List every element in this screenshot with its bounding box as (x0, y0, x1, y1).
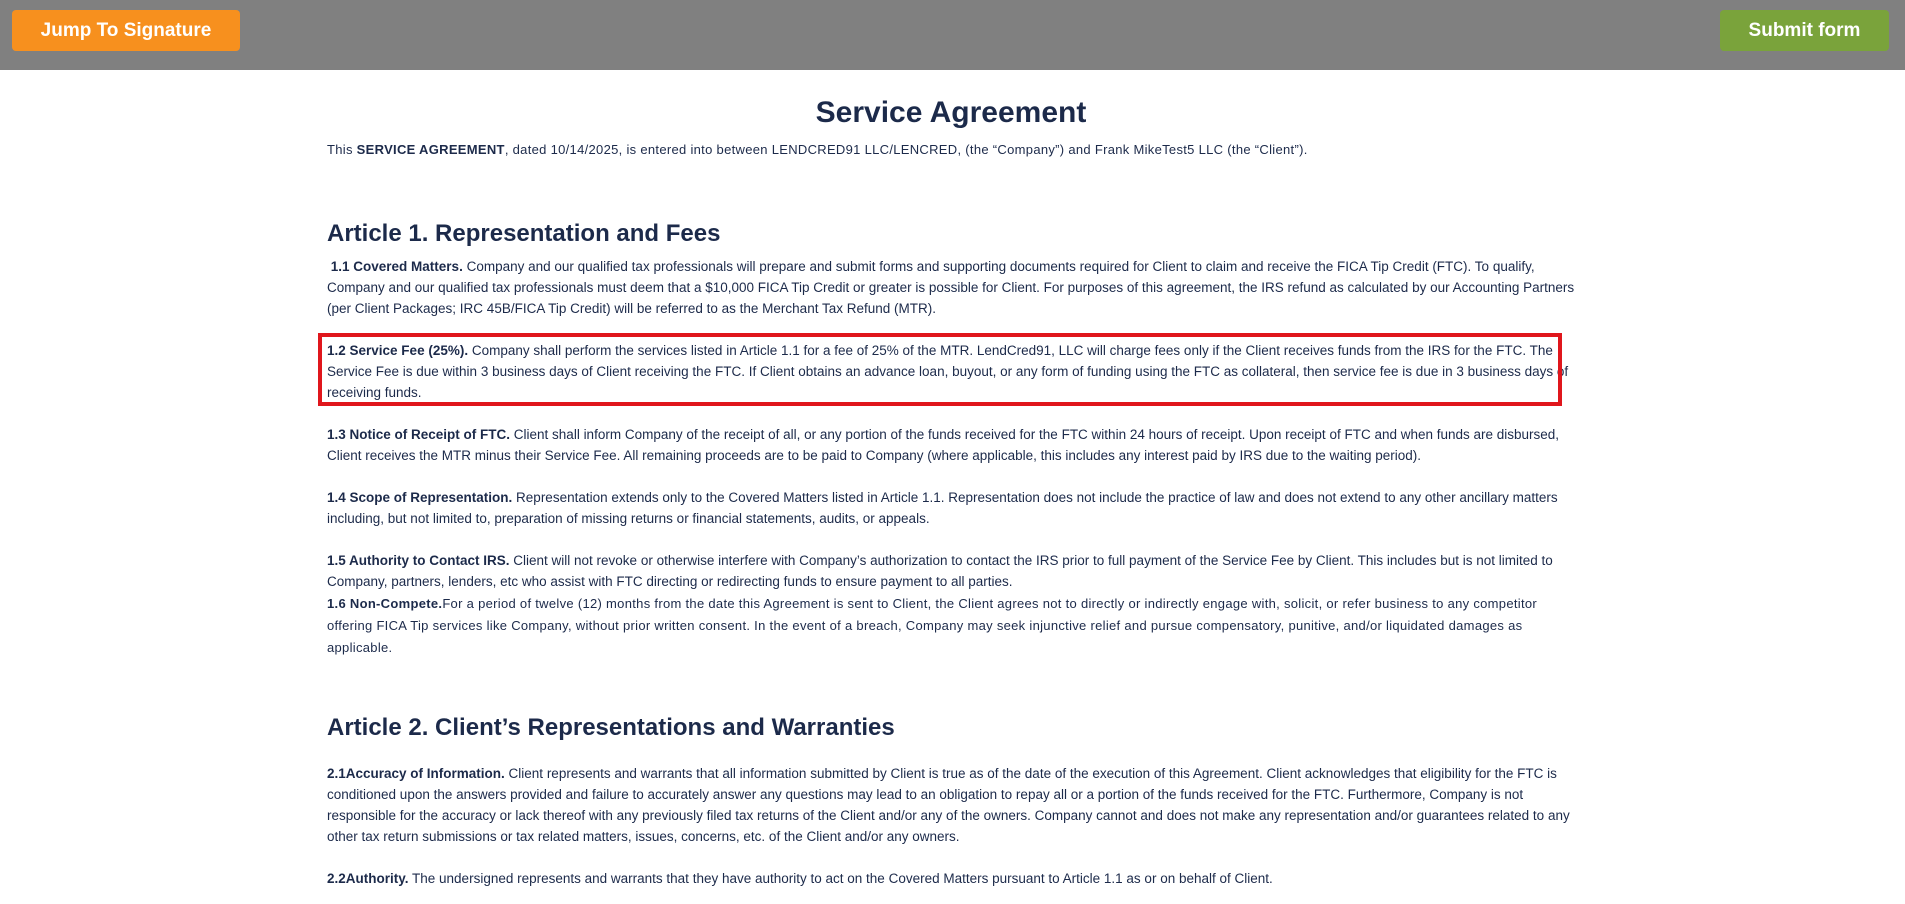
intro-paragraph (327, 140, 1575, 160)
intro-bold: SERVICE AGREEMENT (356, 142, 505, 157)
clause-1-6-text: For a period of twelve (12) months from the date this Agreement is sent to Client, the Client agrees not to directly or indirectly engage with, solicit, or refer business to any competitor offering FICA Tip services like Company, without prior written consent. In the event of a breach, Company may seek injunctive relief and pursue compensatory, punitive, and/or liquidated damages as applicable. (327, 596, 1538, 655)
page-title: Service Agreement (815, 96, 1087, 129)
clause-1-3-lead: 1.3 Notice of Receipt of FTC. (327, 427, 511, 442)
submit-form-button[interactable]: Submit form (1720, 10, 1889, 51)
clause-1-3 (327, 424, 1575, 466)
clause-1-4 (327, 487, 1575, 529)
clause-2-2 (327, 868, 1575, 889)
clause-2-1-text: Client represents and warrants that all information submitted by Client is true as of the date of the execution of this Agreement. Client acknowledges that eligibility for the FTC is conditioned upon the answers provided and failure to accurately answer any questions may lead to an obligation to repay all or a portion of the funds received for the FTC. Furthermore, Company is not responsible for the accuracy or lack thereof with any previously filed tax returns of the Client and/or any of the owners. Company cannot and does not make any representation and/or guarantees related to any other tax return submissions or tax related matters, issues, concerns, etc. of the Client and/or any owners. (327, 766, 1570, 844)
jump-to-signature-button[interactable]: Jump To Signature (12, 10, 240, 51)
clause-1-3-text: Client shall inform Company of the receipt of all, or any portion of the funds received for the FTC within 24 hours of receipt. Upon receipt of FTC and when funds are disbursed, Client receives the MTR minus their Service Fee. All remaining proceeds are to be paid to Company (where applicable, this includes any interest paid by IRS due to the waiting period). (327, 427, 1560, 463)
top-toolbar (0, 0, 1905, 70)
clause-1-4-text: Representation extends only to the Covered Matters listed in Article 1.1. Representation does not include the practice of law and does not extend to any other ancillary matters including, but not limited to, preparation of missing returns or financial statements, audits, or appeals. (327, 490, 1558, 526)
clause-1-4-lead: 1.4 Scope of Representation. (327, 490, 513, 505)
clause-2-1 (327, 763, 1575, 847)
clause-1-6 (327, 593, 1575, 659)
clause-1-1 (327, 256, 1575, 319)
clause-1-5-text: Client will not revoke or otherwise interfere with Company’s authorization to contact the IRS prior to full payment of the Service Fee by Client. This includes but is not limited to Company, partners, lenders, etc who assist with FTC directing or redirecting funds to ensure payment to all parties. (327, 553, 1553, 589)
clause-2-2-text: The undersigned represents and warrants that they have authority to act on the Covered Matters pursuant to Article 1.1 as or on behalf of Client. (408, 871, 1273, 886)
clause-1-2-lead: 1.2 Service Fee (25%). (327, 343, 469, 358)
clause-2-2-lead: 2.2Authority. (327, 871, 409, 886)
article-1-heading: Article 1. Representation and Fees (327, 220, 721, 247)
clause-1-2 (327, 340, 1575, 403)
intro-prefix: This (327, 142, 357, 157)
clause-1-5 (327, 550, 1575, 592)
clause-1-2-text: Company shall perform the services listed in Article 1.1 for a fee of 25% of the MTR. LendCred91, LLC will charge fees only if the Client receives funds from the IRS for the FTC. The Service Fee is due within 3 business days of Client receiving the FTC. If Client obtains an advance loan, buyout, or any form of funding using the FTC as collateral, then service fee is due in 3 business days of receiving funds. (327, 343, 1569, 400)
clause-1-1-lead: 1.1 Covered Matters. (330, 259, 463, 274)
intro-rest: , dated 10/14/2025, is entered into between LENDCRED91 LLC/LENCRED, (the “Company”) and Frank MikeTest5 LLC (the “Client”). (504, 142, 1308, 157)
article-2-heading: Article 2. Client’s Representations and Warranties (327, 714, 895, 741)
clause-2-1-lead: 2.1Accuracy of Information. (327, 766, 505, 781)
clause-1-1-text: Company and our qualified tax professionals will prepare and submit forms and supporting documents required for Client to claim and receive the FICA Tip Credit (FTC). To qualify, Company and our qualified tax professionals must deem that a $10,000 FICA Tip Credit or greater is possible for Client. For purposes of this agreement, the IRS refund as calculated by our Accounting Partners (per Client Packages; IRC 45B/FICA Tip Credit) will be referred to as the Merchant Tax Refund (MTR). (327, 259, 1575, 316)
clause-1-5-lead: 1.5 Authority to Contact IRS. (327, 553, 510, 568)
clause-1-6-lead: 1.6 Non-Compete. (327, 596, 443, 611)
